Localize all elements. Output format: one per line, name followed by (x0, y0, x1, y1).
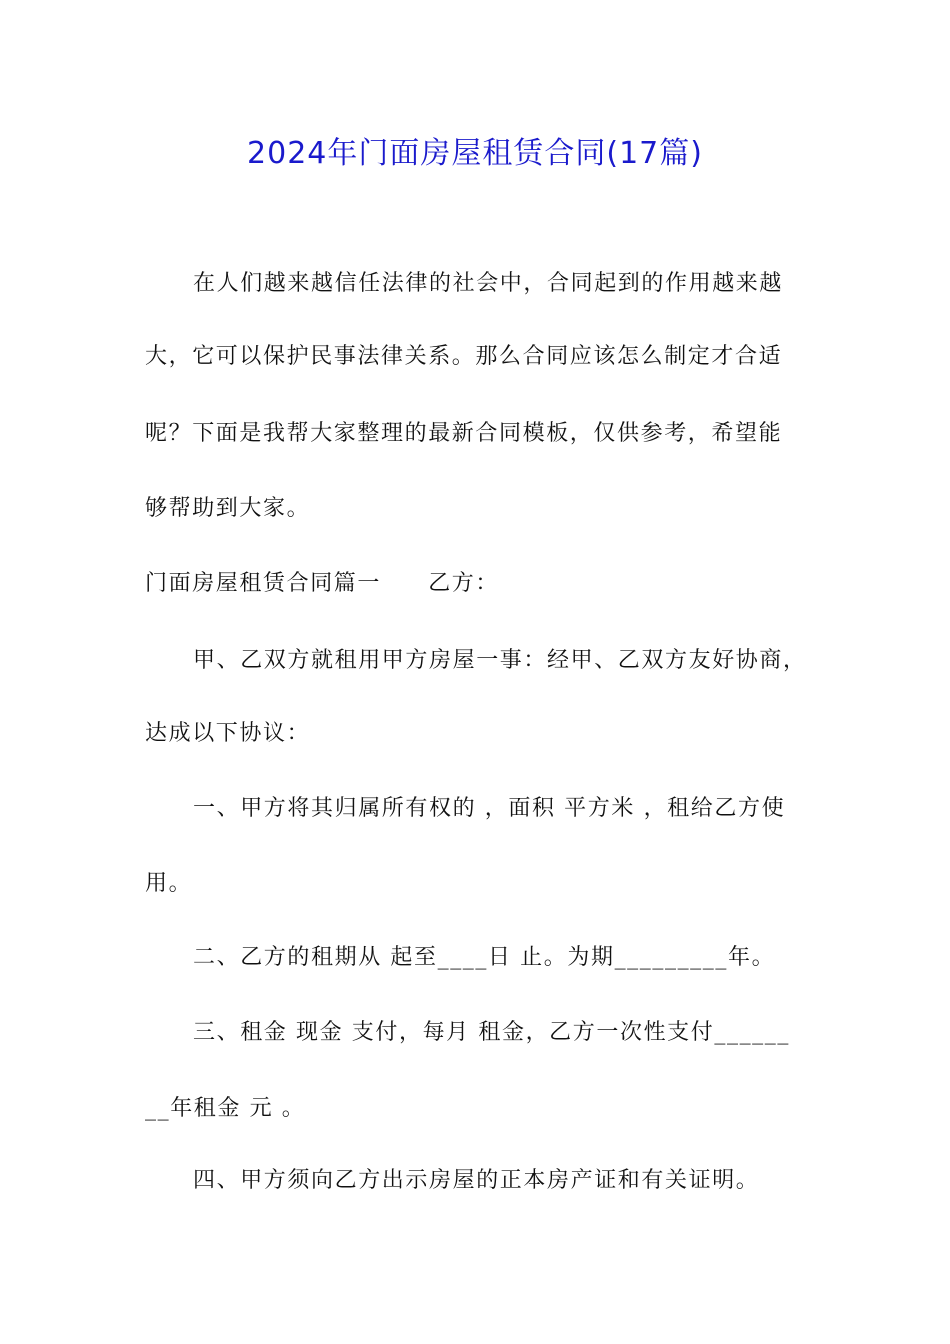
paragraph-line: 达成以下协议： (145, 721, 311, 746)
paragraph-line: 甲、乙双方就租用甲方房屋一事：经甲、乙双方友好协商， (193, 648, 807, 673)
paragraph-line: 三、租金 现金 支付，每月 租金，乙方一次性支付______ (193, 1020, 790, 1045)
intro-line-2: 大，它可以保护民事法律关系。那么合同应该怎么制定才合适 (145, 344, 783, 369)
intro-line-1: 在人们越来越信任法律的社会中，合同起到的作用越来越 (193, 271, 784, 296)
paragraph-line: 二、乙方的租期从 起至____日 止。为期_________年。 (193, 945, 776, 970)
paragraph-line: 用。 (145, 871, 193, 896)
document-title: 2024年门面房屋租赁合同(17篇) (247, 136, 703, 171)
section-heading: 门面房屋租赁合同篇一 乙方： (145, 571, 500, 596)
paragraph-line: 一、甲方将其归属所有权的 ，面积 平方米 ，租给乙方使 (193, 796, 786, 821)
intro-line-3: 呢？下面是我帮大家整理的最新合同模板，仅供参考，希望能 (145, 421, 783, 446)
intro-line-4: 够帮助到大家。 (145, 496, 311, 521)
paragraph-line: 四、甲方须向乙方出示房屋的正本房产证和有关证明。 (193, 1168, 760, 1193)
paragraph-line: __年租金 元 。 (145, 1096, 306, 1121)
